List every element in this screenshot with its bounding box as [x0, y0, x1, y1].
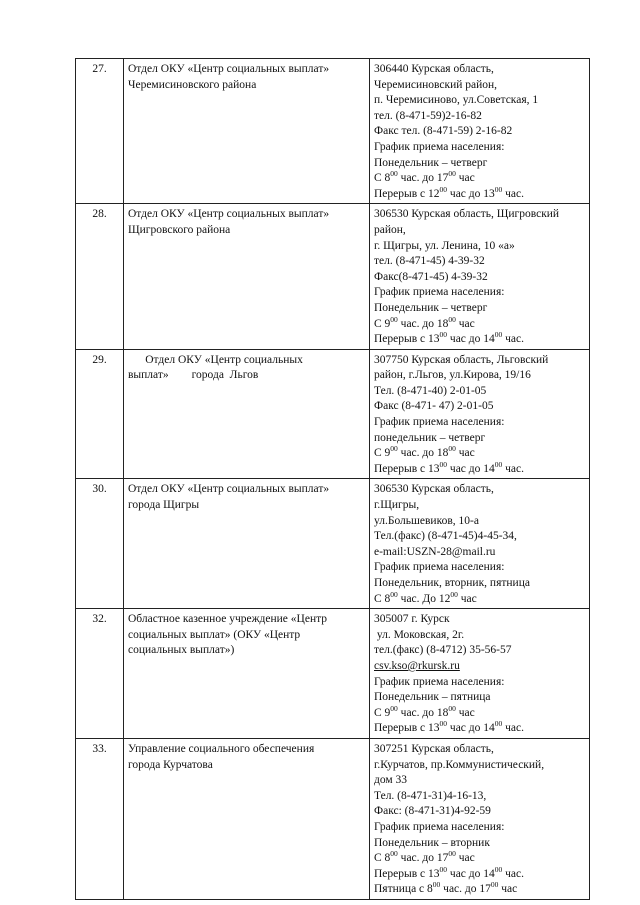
schedule-heading: График приема населения: — [374, 286, 505, 299]
schedule-heading: График приема населения: — [374, 561, 505, 574]
organization-cell — [124, 204, 370, 349]
address-line: 305007 г. Курск — [374, 613, 450, 626]
organization-cell — [124, 479, 370, 609]
address-cell — [370, 609, 590, 739]
organization-line: социальных выплат») — [128, 644, 235, 657]
working-hours: С $8^{00}$ час. До $12^{00}$ час — [374, 589, 477, 605]
organization-line: Отдел ОКУ «Центр социальных — [128, 353, 303, 366]
address-line: район, г.Льгов, ул.Кирова, 19/16 — [374, 369, 531, 382]
organization-line: Щигровского района — [128, 223, 231, 236]
organization-line: Управление социального обеспечения — [128, 742, 315, 755]
organization-line: выплат» города Льгов — [128, 369, 259, 382]
address-line: ул.Большевиков, 10-а — [374, 514, 479, 527]
schedule-heading: График приема населения: — [374, 416, 505, 429]
phone-line: Тел. (8-471-31)4-16-13, — [374, 789, 487, 802]
address-cell — [370, 204, 590, 349]
address-line: ул. Моковская, 2г. — [374, 628, 465, 641]
organization-cell — [124, 609, 370, 739]
schedule-heading: График приема населения: — [374, 140, 505, 153]
organization-cell — [124, 738, 370, 899]
table-row — [76, 738, 590, 899]
fax-line: Факс: (8-471-31)4-92-59 — [374, 805, 491, 818]
organization-cell — [124, 59, 370, 204]
address-line: г. Щигры, ул. Ленина, 10 «а» — [374, 239, 515, 252]
address-line: г.Курчатов, пр.Коммунистический, — [374, 758, 545, 771]
table-row — [76, 204, 590, 349]
break-hours: Перерыв с $12^{00}$ час до $13^{00}$ час. — [374, 184, 524, 200]
schedule-days: Понедельник – пятница — [374, 691, 491, 704]
schedule-heading: График приема населения: — [374, 675, 505, 688]
row-number: 28. — [76, 204, 124, 349]
address-cell — [370, 479, 590, 609]
organization-line: Областное казенное учреждение «Центр — [128, 613, 328, 626]
table-row — [76, 609, 590, 739]
offices-table — [75, 58, 590, 900]
schedule-days: Понедельник – четверг — [374, 301, 488, 314]
phone-line: Тел.(факс) (8-471-45)4-45-34, — [374, 530, 517, 543]
address-line: дом 33 — [374, 774, 408, 787]
address-line: 307251 Курская область, — [374, 742, 494, 755]
address-line: район, — [374, 223, 406, 236]
organization-line: города Щигры — [128, 499, 200, 512]
working-hours: С $9^{00}$ час. до $18^{00}$ час — [374, 703, 475, 719]
row-number: 33. — [76, 738, 124, 899]
row-number: 27. — [76, 59, 124, 204]
phone-line: тел.(факс) (8-4712) 35-56-57 — [374, 644, 512, 657]
address-line: 307750 Курская область, Льговский — [374, 353, 549, 366]
schedule-days: Понедельник – четверг — [374, 156, 488, 169]
organization-line: социальных выплат» (ОКУ «Центр — [128, 628, 301, 641]
break-hours: Перерыв с $13^{00}$ час до $14^{00}$ час. — [374, 864, 524, 880]
schedule-days: Понедельник, вторник, пятница — [374, 577, 530, 589]
row-number: 29. — [76, 349, 124, 479]
address-cell — [370, 349, 590, 479]
schedule-days: понедельник – четверг — [374, 431, 486, 444]
break-hours: Перерыв с $13^{00}$ час до $14^{00}$ час. — [374, 460, 524, 475]
row-number: 32. — [76, 609, 124, 739]
working-hours: С $8^{00}$ час. до $17^{00}$ час — [374, 169, 475, 185]
organization-line: Отдел ОКУ «Центр социальных выплат» — [128, 208, 330, 221]
phone-line: Тел. (8-471-40) 2-01-05 — [374, 384, 487, 397]
organization-line: Отдел ОКУ «Центр социальных выплат» — [128, 63, 330, 75]
organization-line: Черемисиновского района — [128, 78, 257, 91]
address-line: п. Черемисиново, ул.Советская, 1 — [374, 94, 539, 107]
working-hours: С $9^{00}$ час. до $18^{00}$ час — [374, 314, 475, 330]
break-hours: Перерыв с $13^{00}$ час до $14^{00}$ час. — [374, 330, 524, 346]
address-line: Черемисиновский район, — [374, 78, 498, 91]
table-row — [76, 479, 590, 609]
working-hours: С $9^{00}$ час. до $18^{00}$ час — [374, 444, 475, 460]
email-link[interactable]: csv.kso@rkursk.ru — [374, 659, 460, 672]
address-line: 306530 Курская область, Щигровский — [374, 208, 560, 221]
organization-cell — [124, 349, 370, 479]
working-hours: С $8^{00}$ час. до $17^{00}$ час — [374, 849, 475, 865]
address-line: 306530 Курская область, — [374, 483, 494, 496]
break-hours: Перерыв с $13^{00}$ час до $14^{00}$ час. — [374, 719, 524, 735]
friday-hours: Пятница с $8^{00}$ час. до $17^{00}$ час — [374, 880, 518, 896]
fax-line: Факс (8-471- 47) 2-01-05 — [374, 400, 494, 413]
address-cell — [370, 59, 590, 204]
row-number: 30. — [76, 479, 124, 609]
table-row — [76, 349, 590, 479]
organization-line: города Курчатова — [128, 758, 213, 771]
fax-line: Факс тел. (8-471-59) 2-16-82 — [374, 125, 513, 138]
address-line: 306440 Курская область, — [374, 63, 494, 75]
schedule-heading: График приема населения: — [374, 820, 505, 833]
phone-line: тел. (8-471-59)2-16-82 — [374, 109, 482, 122]
address-line: г.Щигры, — [374, 499, 420, 512]
phone-line: тел. (8-471-45) 4-39-32 — [374, 255, 485, 268]
organization-line: Отдел ОКУ «Центр социальных выплат» — [128, 483, 330, 496]
table-row — [76, 59, 590, 204]
email-line: e-mail:USZN-28@mail.ru — [374, 545, 496, 558]
fax-line: Факс(8-471-45) 4-39-32 — [374, 270, 488, 283]
schedule-days: Понедельник – вторник — [374, 836, 490, 849]
address-cell — [370, 738, 590, 899]
